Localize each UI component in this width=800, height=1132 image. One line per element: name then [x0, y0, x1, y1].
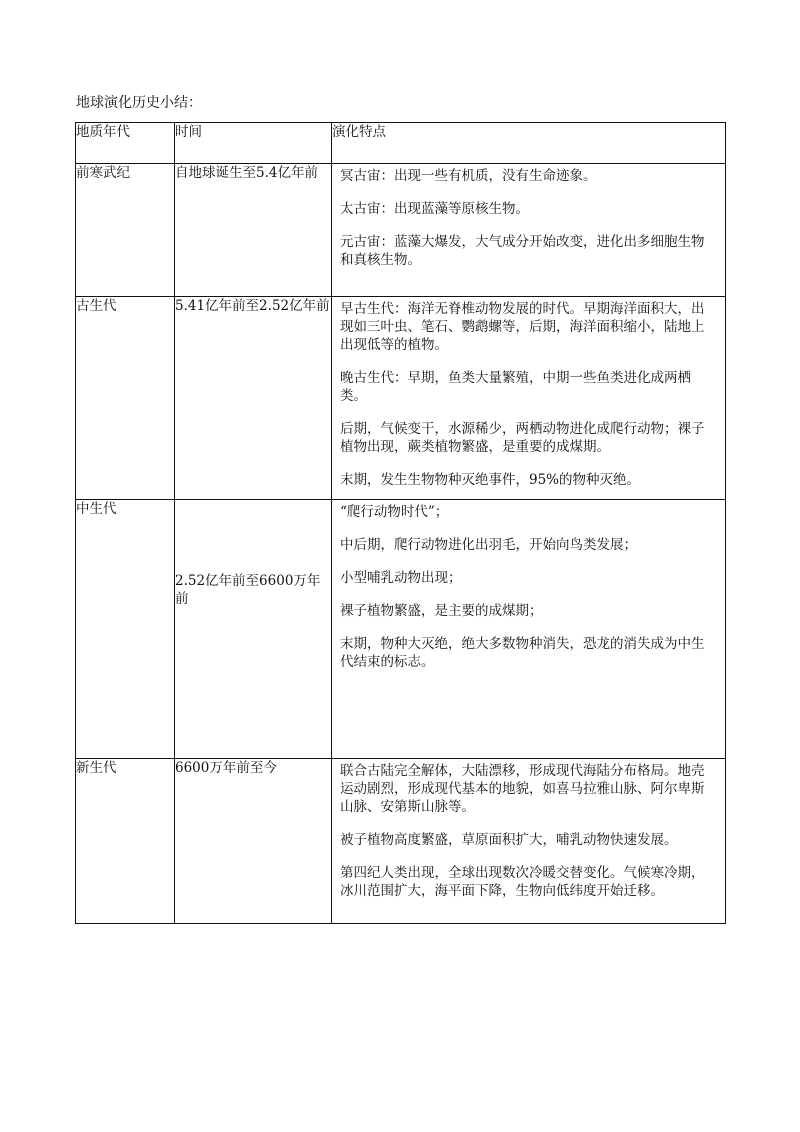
page-title: 地球演化历史小结：	[76, 95, 202, 111]
feature-item: 末期，发生生物物种灭绝事件，95%的物种灭绝。	[340, 472, 641, 488]
feature-item: 后期，气候变干，水源稀少，两栖动物进化成爬行动物；裸子植物出现，蕨类植物繁盛，是重要的成煤期。	[340, 421, 705, 455]
header-era: 地质年代	[76, 123, 175, 164]
table-row	[76, 759, 726, 924]
era-cell: 新生代	[76, 759, 175, 924]
feature-item: 小型哺乳动物出现；	[340, 570, 462, 586]
time-cell: 自地球诞生至5.4亿年前	[175, 164, 332, 297]
table-row	[76, 500, 726, 759]
earth-history-table	[75, 122, 726, 924]
era-cell: 前寒武纪	[76, 164, 175, 297]
feature-item: 冥古宙：出现一些有机质，没有生命迹象。	[340, 168, 597, 184]
feature-item: 裸子植物繁盛，是主要的成煤期；	[340, 603, 543, 619]
features-cell	[332, 164, 726, 297]
feature-item: 晚古生代：早期，鱼类大量繁殖，中期一些鱼类进化成两栖类。	[340, 370, 691, 404]
feature-item: 元古宙：蓝藻大爆发，大气成分开始改变，进化出多细胞生物和真核生物。	[340, 234, 705, 268]
features-cell	[332, 759, 726, 924]
feature-item: “爬行动物时代”；	[340, 504, 449, 520]
table-header-row	[76, 123, 726, 164]
features-cell	[332, 297, 726, 500]
features-cell	[332, 500, 726, 759]
feature-item: 末期，物种大灭绝，绝大多数物种消失，恐龙的消失成为中生代结束的标志。	[340, 636, 705, 670]
feature-item: 第四纪人类出现，全球出现数次冷暖交替变化。气候寒冷期，冰川范围扩大，海平面下降，生物向低纬度开始迁移。	[340, 865, 705, 899]
table-row	[76, 164, 726, 297]
time-cell: 2.52亿年前至6600万年前	[175, 500, 332, 759]
header-time: 时间	[175, 123, 332, 164]
time-cell: 5.41亿年前至2.52亿年前	[175, 297, 332, 500]
feature-item: 太古宙：出现蓝藻等原核生物。	[340, 201, 529, 217]
header-features: 演化特点	[332, 123, 726, 164]
feature-item: 联合古陆完全解体，大陆漂移，形成现代海陆分布格局。地壳运动剧烈，形成现代基本的地貌，如喜马拉雅山脉、阿尔卑斯山脉、安第斯山脉等。	[340, 763, 705, 815]
feature-item: 中后期，爬行动物进化出羽毛，开始向鸟类发展；	[340, 537, 637, 553]
feature-item: 早古生代：海洋无脊椎动物发展的时代。早期海洋面积大，出现如三叶虫、笔石、鹦鹉螺等，后期，海洋面积缩小，陆地上出现低等的植物。	[340, 301, 705, 353]
feature-item: 被子植物高度繁盛，草原面积扩大，哺乳动物快速发展。	[340, 832, 678, 848]
era-cell: 古生代	[76, 297, 175, 500]
table-row	[76, 297, 726, 500]
time-cell: 6600万年前至今	[175, 759, 332, 924]
era-cell: 中生代	[76, 500, 175, 759]
